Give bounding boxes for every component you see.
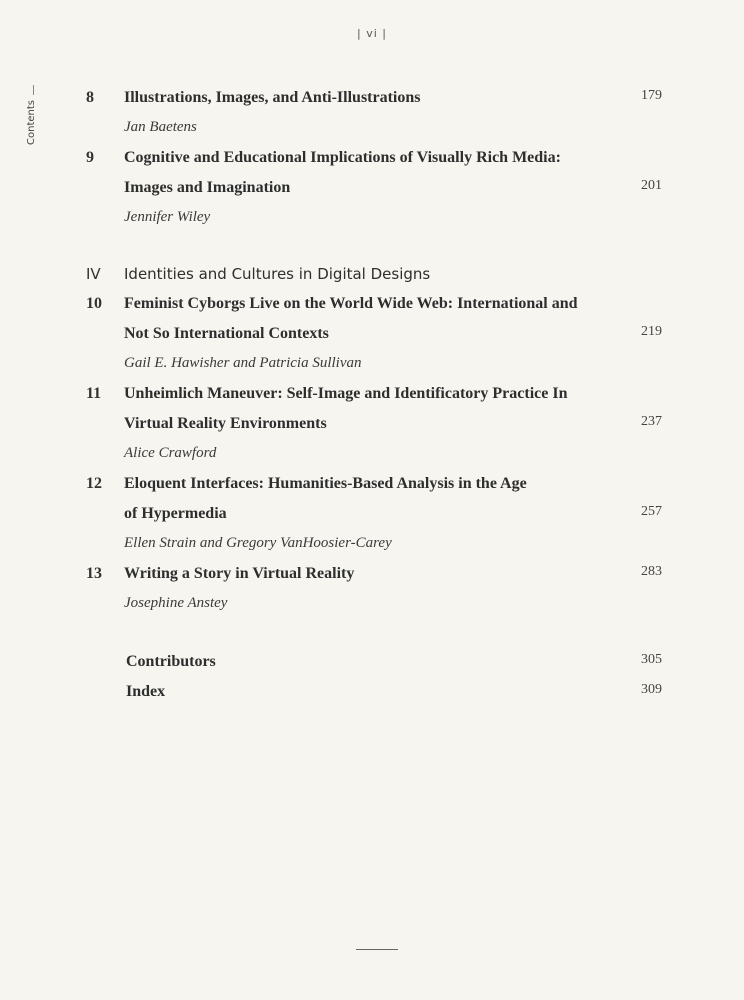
backmatter-title[interactable]: Index — [126, 683, 166, 700]
chapter-number: 9 — [86, 149, 94, 166]
page-ref: 283 — [641, 564, 662, 579]
toc-author-row — [86, 203, 666, 233]
chapter-number: 12 — [86, 475, 102, 492]
chapter-title[interactable]: Writing a Story in Virtual Reality — [124, 565, 355, 582]
chapter-title-continued[interactable]: of Hypermedia — [124, 505, 227, 522]
toc-entry-11-cont[interactable] — [86, 409, 666, 439]
chapter-author: Ellen Strain and Gregory VanHoosier-Carey — [124, 535, 392, 551]
toc-entry-8[interactable] — [86, 83, 666, 113]
toc-author-row — [86, 113, 666, 143]
chapter-author: Alice Crawford — [124, 445, 217, 461]
page-ref: 219 — [641, 324, 662, 339]
part-number: IV — [86, 265, 101, 283]
chapter-author: Gail E. Hawisher and Patricia Sullivan — [124, 355, 362, 371]
chapter-author: Jan Baetens — [124, 119, 197, 135]
page-number: | vi | — [357, 27, 387, 40]
side-divider — [33, 85, 34, 95]
toc-entry-11[interactable] — [86, 379, 666, 409]
chapter-number: 11 — [86, 385, 102, 402]
page-ref: 305 — [641, 652, 662, 667]
toc-entry-10[interactable] — [86, 289, 666, 319]
chapter-author: Josephine Anstey — [124, 595, 228, 611]
chapter-title[interactable]: Illustrations, Images, and Anti-Illustrations — [124, 89, 421, 106]
chapter-number: 8 — [86, 89, 94, 106]
toc-author-row — [86, 439, 666, 469]
page-ref: 237 — [641, 414, 662, 429]
chapter-title-continued[interactable]: Not So International Contexts — [124, 325, 329, 342]
back-matter — [86, 647, 666, 707]
chapter-title[interactable]: Eloquent Interfaces: Humanities-Based Analysis in the Age — [124, 475, 527, 492]
toc-author-row — [86, 349, 666, 379]
toc-author-row — [86, 589, 666, 619]
footer-rule — [356, 949, 398, 950]
chapter-title[interactable]: Feminist Cyborgs Live on the World Wide Web: International and — [124, 295, 578, 312]
page-ref: 309 — [641, 682, 662, 697]
table-of-contents — [86, 83, 666, 707]
chapter-title-continued[interactable]: Images and Imagination — [124, 179, 291, 196]
chapter-title[interactable]: Unheimlich Maneuver: Self-Image and Identificatory Practice In — [124, 385, 568, 402]
toc-entry-9-cont[interactable] — [86, 173, 666, 203]
part-title[interactable]: Identities and Cultures in Digital Designs — [124, 265, 431, 283]
page-ref: 257 — [641, 504, 662, 519]
page-ref: 179 — [641, 88, 662, 103]
chapter-title[interactable]: Cognitive and Educational Implications of Visually Rich Media: — [124, 149, 561, 166]
toc-entry-index[interactable] — [86, 677, 666, 707]
chapter-number: 10 — [86, 295, 102, 312]
toc-entry-contributors[interactable] — [86, 647, 666, 677]
running-head-contents: Contents — [26, 100, 37, 145]
backmatter-title[interactable]: Contributors — [126, 653, 216, 670]
page-ref: 201 — [641, 178, 662, 193]
toc-entry-13[interactable] — [86, 559, 666, 589]
chapter-number: 13 — [86, 565, 102, 582]
toc-author-row — [86, 529, 666, 559]
toc-part-heading[interactable] — [86, 259, 666, 289]
toc-entry-10-cont[interactable] — [86, 319, 666, 349]
toc-entry-12-cont[interactable] — [86, 499, 666, 529]
chapter-title-continued[interactable]: Virtual Reality Environments — [124, 415, 327, 432]
chapter-author: Jennifer Wiley — [124, 209, 211, 225]
toc-entry-9[interactable] — [86, 143, 666, 173]
toc-entry-12[interactable] — [86, 469, 666, 499]
